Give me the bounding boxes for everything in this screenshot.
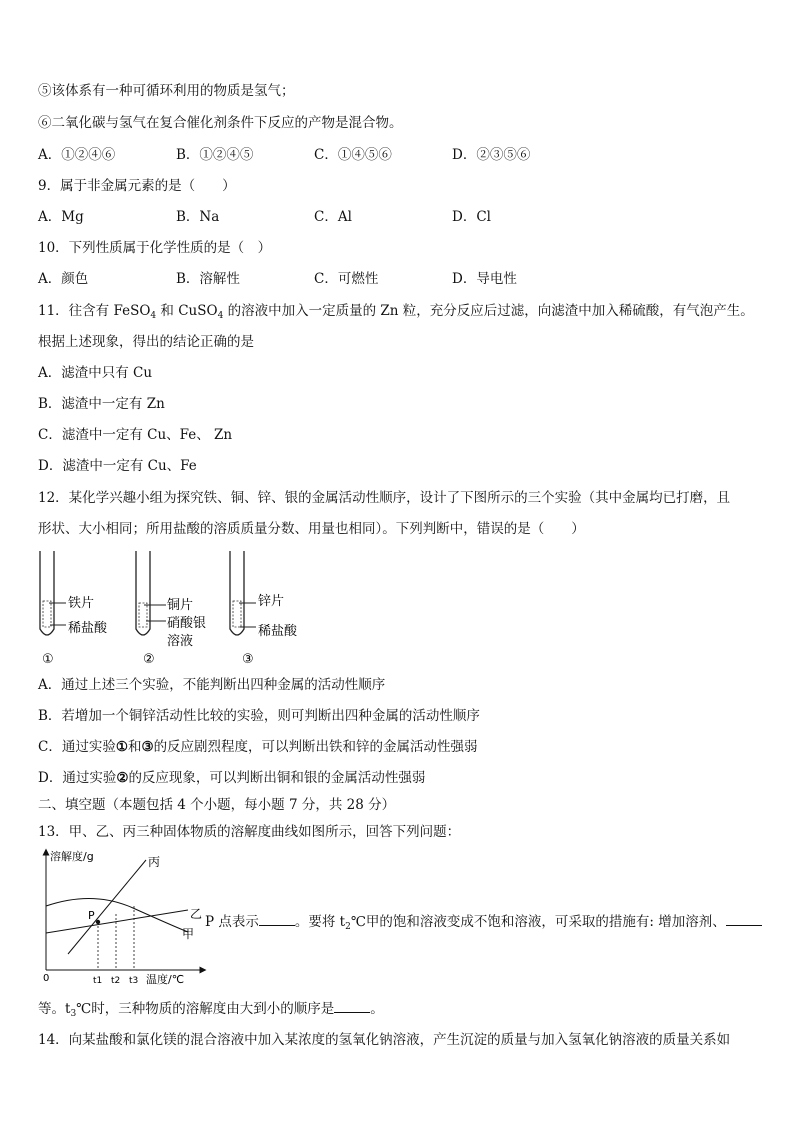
q12-option-c: C．通过实验①和③的反应剧烈程度，可以判断出铁和锌的金属活动性强弱	[38, 739, 478, 755]
point-p	[96, 920, 100, 924]
q14-stem: 14．向某盐酸和氯化镁的混合溶液中加入某浓度的氢氧化钠溶液，产生沉淀的质量与加入氢氧化钠溶液的质量关系如	[38, 1032, 731, 1048]
solubility-chart	[38, 846, 210, 988]
series-yi-label: 乙	[190, 907, 203, 921]
q8-option-a: A．①②④⑥	[38, 147, 116, 163]
q9-option-a: A．Mg	[38, 209, 84, 225]
q11-option-c: C．滤渣中一定有 Cu、Fe、 Zn	[38, 427, 233, 443]
q13-blank-3[interactable]	[334, 999, 370, 1013]
origin-label: 0	[43, 973, 50, 984]
q10-option-d: D．导电性	[452, 271, 517, 287]
statement-6: ⑥二氧化碳与氢气在复合催化剂条件下反应的产物是混合物。	[38, 115, 403, 131]
q12-option-d: D．通过实验②的反应现象，可以判断出铜和银的金属活动性强弱	[38, 770, 426, 786]
series-jia-label: 甲	[182, 927, 195, 941]
q13-blank-2[interactable]	[726, 912, 762, 926]
x-axis-label: 温度/℃	[146, 973, 185, 986]
q8-option-b: B．①②④⑤	[176, 147, 254, 163]
tube-1	[40, 551, 108, 667]
tube-3	[230, 551, 298, 667]
q10-option-c: C．可燃性	[314, 271, 379, 287]
tube3-top-label: 锌片	[258, 594, 285, 609]
q9-option-b: B．Na	[176, 209, 220, 225]
q11-option-b: B．滤渣中一定有 Zn	[38, 396, 165, 412]
y-axis-label: 溶解度/g	[50, 850, 94, 863]
tube3-number: ③	[242, 652, 254, 667]
q11-option-a: A．滤渣中只有 Cu	[38, 365, 153, 381]
q12-stem: 12．某化学兴趣小组为探究铁、铜、锌、银的金属活动性顺序，设计了下图所示的三个实验（其中金属均已打磨，且	[38, 490, 731, 506]
tube2-bottom-label: 溶液	[167, 634, 194, 649]
q9-stem: 9．属于非金属元素的是（ ）	[38, 178, 236, 194]
series-bing-label: 丙	[148, 855, 161, 869]
q11-stem: 11．往含有 FeSO$_4$ 和 CuSO$_4$ 的溶液中加入一定质量的 Zn 粒，充分反应后过滤，向滤渣中加入稀硫酸，有气泡产生。	[38, 303, 754, 321]
tube-2	[136, 551, 206, 667]
q13-stem: 13．甲、乙、丙三种固体物质的溶解度曲线如图所示，回答下列问题：	[38, 824, 461, 840]
point-p-label: P	[88, 909, 95, 922]
q9-option-d: D．Cl	[452, 209, 491, 225]
tube1-top-label: 铁片	[68, 596, 95, 611]
x-tick-t1: t1	[93, 976, 103, 986]
q10-option-a: A．颜色	[38, 271, 89, 287]
x-tick-t2: t2	[111, 976, 121, 986]
q13-question-line1: P 点表示 。要将 $t_2℃$甲的饱和溶液变成不饱和溶液，可采取的措施有: 增加溶剂、	[205, 912, 762, 936]
q13-question-line2: 等。$t_3℃$时，三种物质的溶解度由大到小的顺序是 。	[38, 1001, 384, 1019]
q12-stem-line2: 形状、大小相同；所用盐酸的溶质质量分数、用量也相同）。下列判断中，错误的是（ ）	[38, 521, 585, 537]
q11-option-d: D．滤渣中一定有 Cu、Fe	[38, 458, 197, 474]
q10-stem: 10．下列性质属于化学性质的是（ ）	[38, 240, 272, 256]
tube2-mid-label: 硝酸银	[167, 616, 207, 631]
series-jia-curve	[46, 898, 188, 932]
test-tubes-figure	[30, 545, 320, 670]
x-tick-t3: t3	[129, 976, 139, 986]
q12-option-a: A．通过上述三个实验，不能判断出四种金属的活动性顺序	[38, 677, 386, 693]
tube2-number: ②	[143, 652, 155, 667]
q11-stem-line2: 根据上述现象，得出的结论正确的是	[38, 334, 254, 350]
section-heading: 二、填空题（本题包括 4 个小题，每小题 7 分，共 28 分）	[38, 797, 396, 813]
tube1-bottom-label: 稀盐酸	[68, 621, 108, 636]
series-yi-line	[46, 910, 188, 933]
tube3-bottom-label: 稀盐酸	[258, 624, 298, 639]
q10-option-b: B．溶解性	[176, 271, 240, 287]
tube2-top-label: 铜片	[167, 598, 194, 613]
statement-5: ⑤该体系有一种可循环利用的物质是氢气；	[38, 83, 295, 99]
q12-option-b: B．若增加一个铜锌活动性比较的实验，则可判断出四种金属的活动性顺序	[38, 708, 480, 724]
q9-option-c: C．Al	[314, 209, 352, 225]
q8-option-c: C．①④⑤⑥	[314, 147, 392, 163]
tube1-number: ①	[42, 652, 54, 667]
q8-option-d: D．②③⑤⑥	[452, 147, 531, 163]
q13-blank-1[interactable]	[259, 912, 295, 926]
